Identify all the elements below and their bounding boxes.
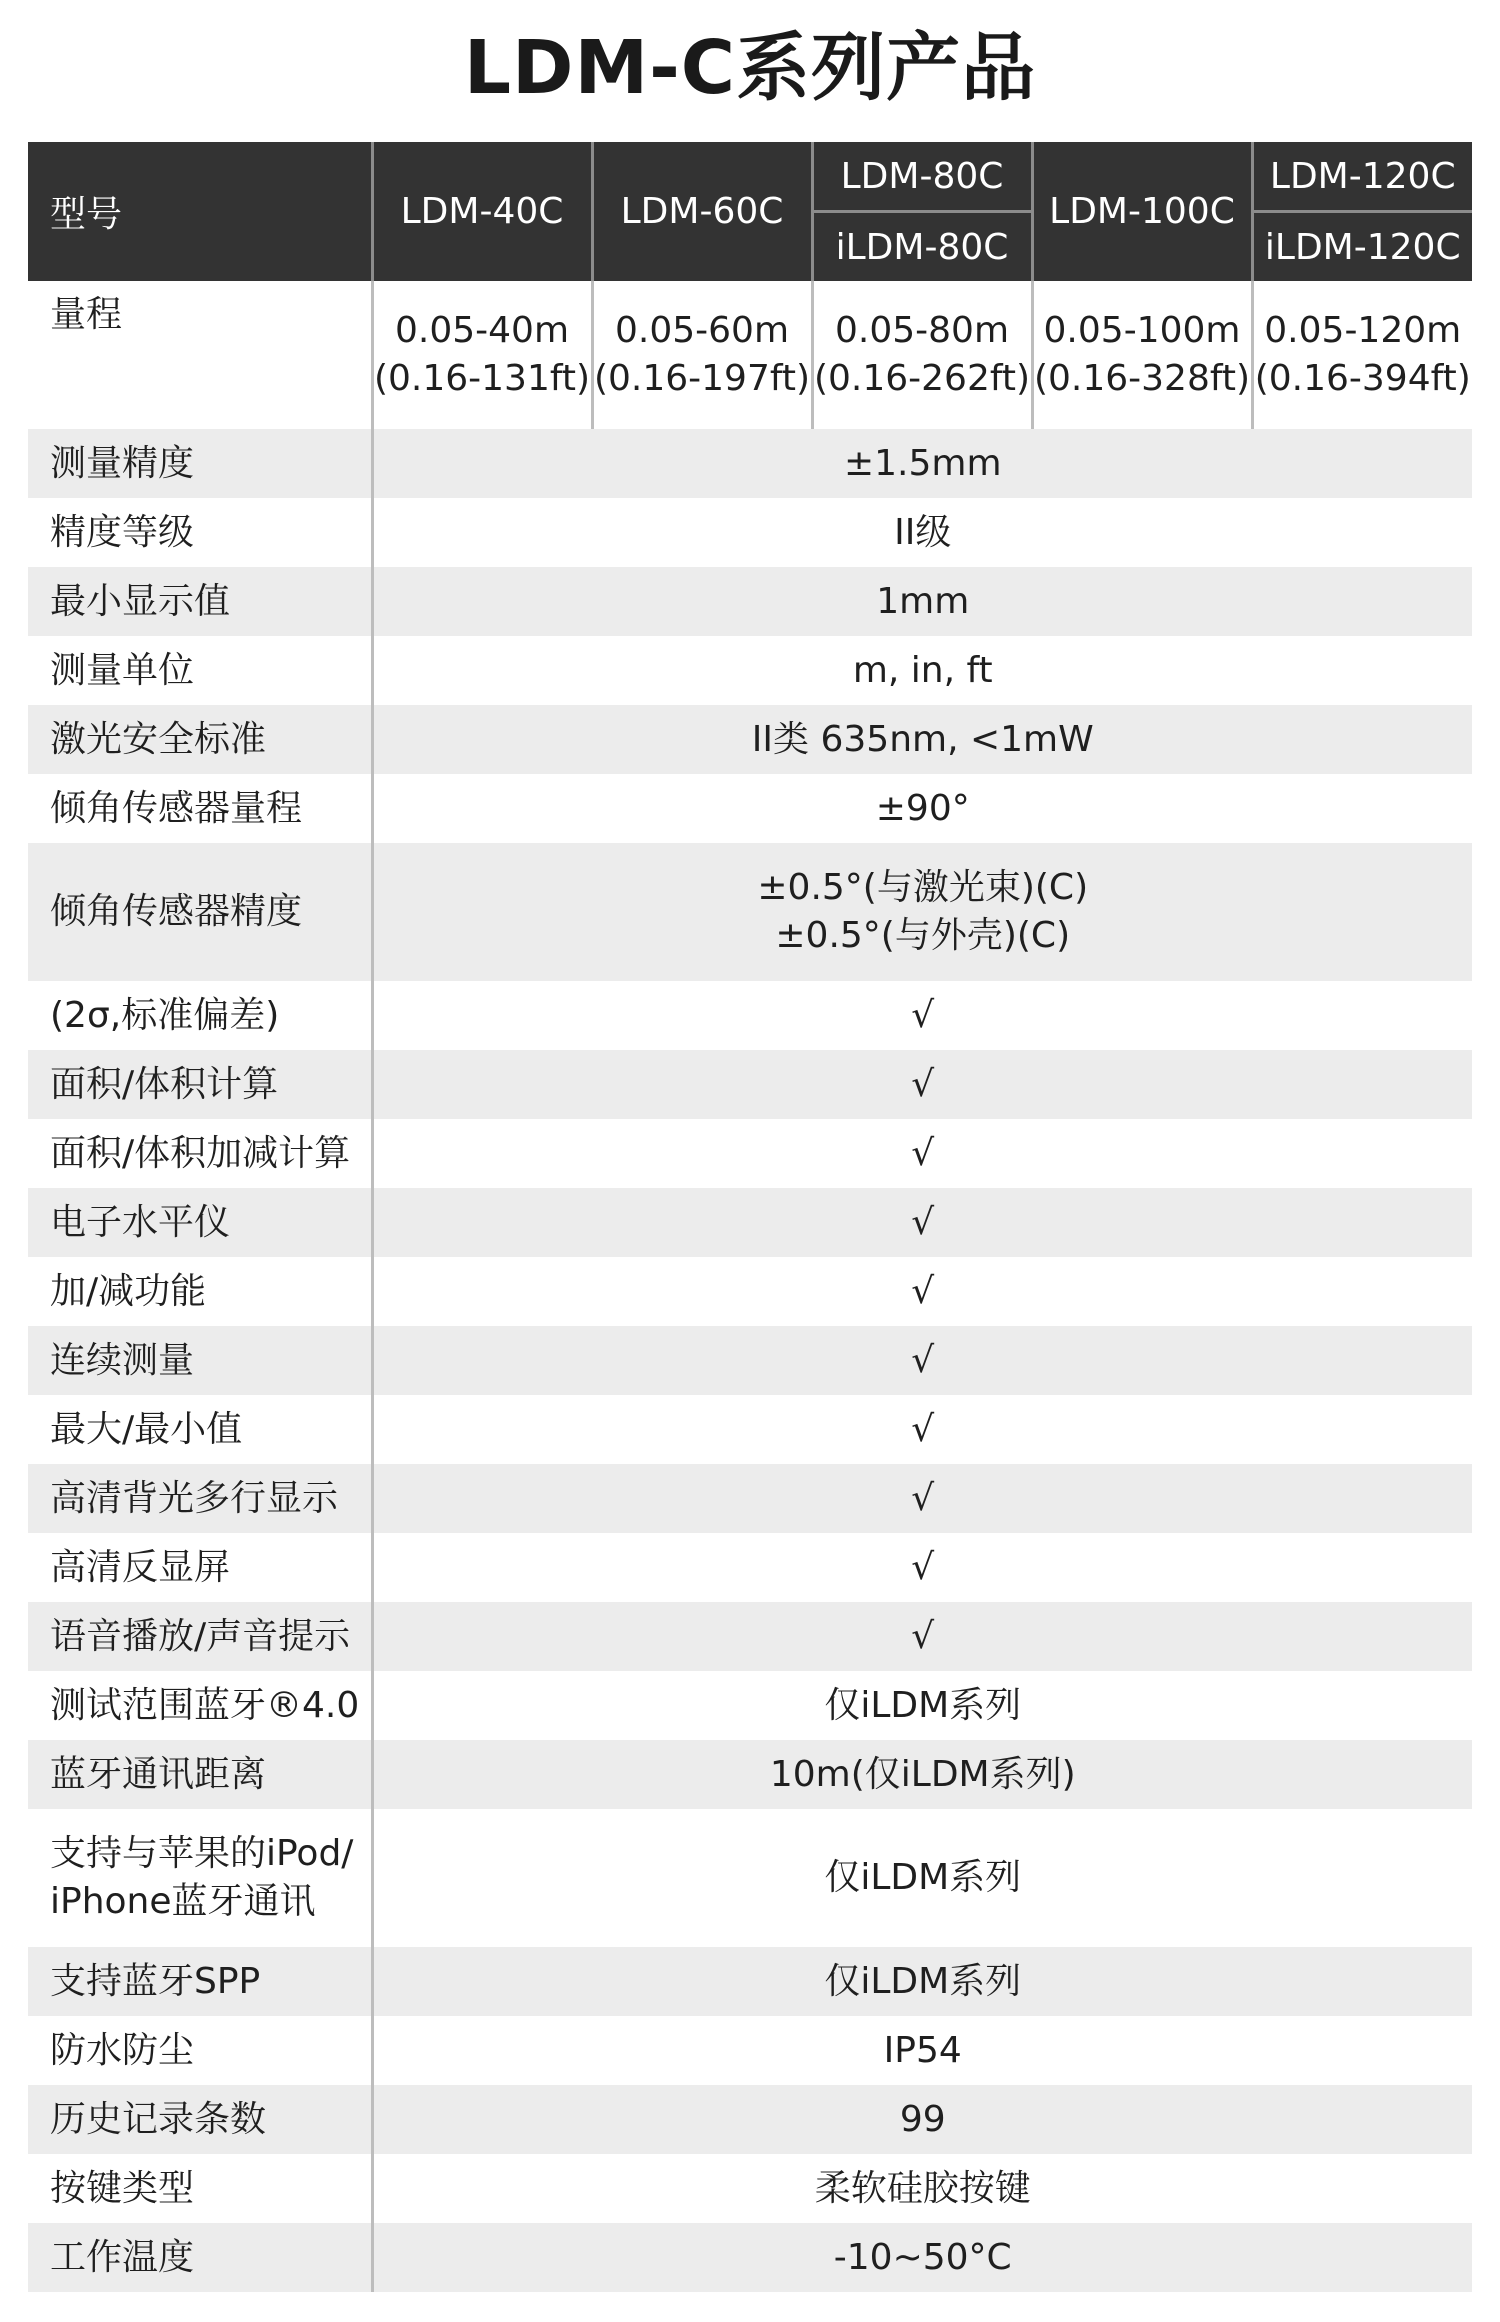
table-row [28,1188,1472,1257]
spec-table [28,142,1472,2292]
page-title: LDM-C系列产品 [463,25,1037,111]
spec-value: √ [372,1119,1472,1188]
spec-value: 仅iLDM系列 [372,1947,1472,2016]
spec-value: √ [372,1050,1472,1119]
table-row [28,774,1472,843]
spec-rows [28,429,1472,2292]
header-model-100c: LDM-100C [1032,142,1252,281]
spec-value: -10~50°C [372,2223,1472,2292]
header-model-80c: LDM-80C [812,142,1032,212]
header-model-i80c: iLDM-80C [812,212,1032,282]
spec-value: √ [372,1602,1472,1671]
table-row [28,1947,1472,2016]
table-row [28,429,1472,498]
spec-label: 电子水平仪 [28,1188,372,1257]
spec-label: 支持蓝牙SPP [28,1947,372,2016]
spec-label: 测量精度 [28,429,372,498]
spec-value: 1mm [372,567,1472,636]
spec-value: 99 [372,2085,1472,2154]
spec-value: 10m(仅iLDM系列) [372,1740,1472,1809]
spec-value: 柔软硅胶按键 [372,2154,1472,2223]
table-row [28,636,1472,705]
spec-value: II类 635nm, <1mW [372,705,1472,774]
spec-label: 精度等级 [28,498,372,567]
spec-label: 激光安全标准 [28,705,372,774]
spec-label: 测试范围蓝牙®4.0 [28,1671,372,1740]
table-row [28,2085,1472,2154]
table-row [28,1257,1472,1326]
spec-value: √ [372,1326,1472,1395]
header-model-40c: LDM-40C [372,142,592,281]
spec-value: √ [372,1257,1472,1326]
table-row [28,2016,1472,2085]
range-value-60c: 0.05-60m (0.16-197ft) [592,281,812,429]
spec-label: 蓝牙通讯距离 [28,1740,372,1809]
table-row [28,1050,1472,1119]
table-row [28,567,1472,636]
table-row [28,981,1472,1050]
spec-label: 连续测量 [28,1326,372,1395]
header-model-120c: LDM-120C [1252,142,1472,212]
range-value-40c: 0.05-40m (0.16-131ft) [372,281,592,429]
spec-label: 支持与苹果的iPod/ iPhone蓝牙通讯 [28,1809,372,1947]
header-model-i120c: iLDM-120C [1252,212,1472,282]
spec-label: 高清反显屏 [28,1533,372,1602]
spec-value: ±90° [372,774,1472,843]
spec-label: 加/减功能 [28,1257,372,1326]
spec-label: 防水防尘 [28,2016,372,2085]
table-row [28,1740,1472,1809]
spec-label: 工作温度 [28,2223,372,2292]
table-row [28,1533,1472,1602]
spec-label: 倾角传感器量程 [28,774,372,843]
spec-value: II级 [372,498,1472,567]
range-value-100c: 0.05-100m (0.16-328ft) [1032,281,1252,429]
table-row [28,2154,1472,2223]
range-label: 量程 [28,281,372,429]
spec-value: √ [372,981,1472,1050]
spec-label: 最大/最小值 [28,1395,372,1464]
table-row [28,1671,1472,1740]
header-model-60c: LDM-60C [592,142,812,281]
table-row [28,1809,1472,1947]
spec-value: √ [372,1395,1472,1464]
spec-value: m, in, ft [372,636,1472,705]
table-row [28,1326,1472,1395]
spec-value: 仅iLDM系列 [372,1671,1472,1740]
table-row [28,1464,1472,1533]
spec-value: √ [372,1188,1472,1257]
spec-label: 历史记录条数 [28,2085,372,2154]
spec-value: 仅iLDM系列 [372,1809,1472,1947]
spec-label: 倾角传感器精度 [28,843,372,981]
table-row [28,498,1472,567]
header-model-label: 型号 [28,142,372,281]
spec-label: 面积/体积加减计算 [28,1119,372,1188]
table-row [28,2223,1472,2292]
spec-value: ±1.5mm [372,429,1472,498]
spec-value: √ [372,1533,1472,1602]
table-row [28,705,1472,774]
range-row [28,281,1472,429]
spec-label: 测量单位 [28,636,372,705]
table-row [28,843,1472,981]
spec-value: ±0.5°(与激光束)(C) ±0.5°(与外壳)(C) [372,843,1472,981]
spec-label: 语音播放/声音提示 [28,1602,372,1671]
spec-label: 高清背光多行显示 [28,1464,372,1533]
spec-value: √ [372,1464,1472,1533]
table-header [28,142,1472,281]
table-row [28,1395,1472,1464]
spec-label: 按键类型 [28,2154,372,2223]
spec-value: IP54 [372,2016,1472,2085]
spec-label: (2σ,标准偏差) [28,981,372,1050]
spec-label: 面积/体积计算 [28,1050,372,1119]
range-value-80c: 0.05-80m (0.16-262ft) [812,281,1032,429]
spec-label: 最小显示值 [28,567,372,636]
table-row [28,1602,1472,1671]
range-value-120c: 0.05-120m (0.16-394ft) [1252,281,1472,429]
table-row [28,1119,1472,1188]
